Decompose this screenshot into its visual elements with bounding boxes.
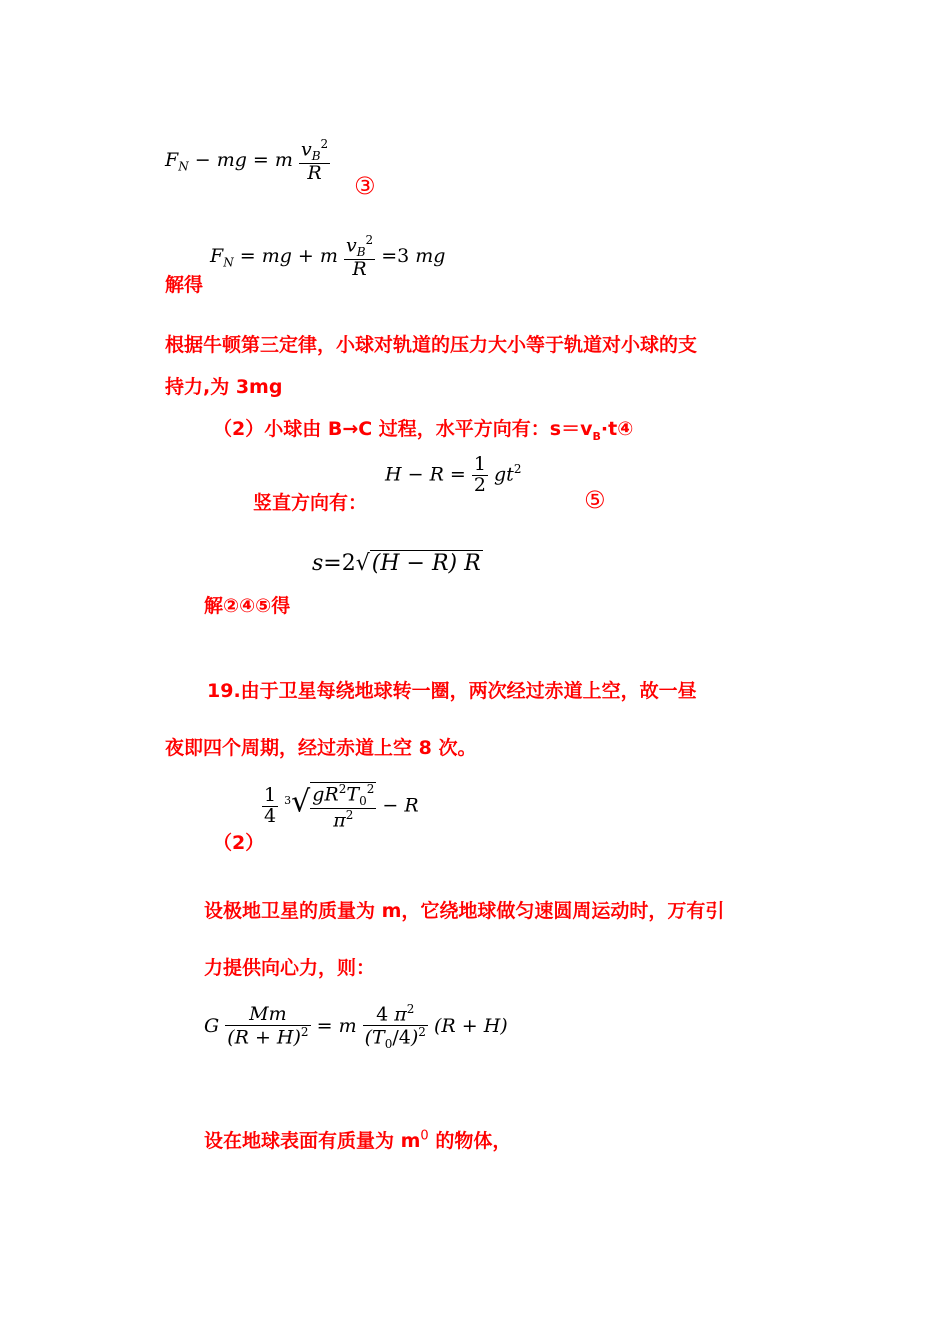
fraction-vb2-over-r-2: $\frac{v_B^2}{R}$ bbox=[345, 233, 374, 280]
solve-from-equations: 解②④⑤得 bbox=[204, 595, 291, 617]
q19-part2-label: （2） bbox=[213, 832, 265, 854]
fraction-4pi2-over-t0: $\frac{4 \pi^2}{(T_0/4)^2}$ bbox=[364, 1002, 426, 1052]
surface-subscript: 0 bbox=[420, 1128, 429, 1144]
equation-orbit-height: $\frac{1}{4}$ $^3$√ $\frac{gR^2T_0^2}{\pi^2}$ − R bbox=[264, 782, 419, 832]
fraction-one-half: $\frac{1}{2}$ bbox=[473, 453, 486, 496]
surface-text-b: 的物体， bbox=[428, 1130, 512, 1152]
part2-subscript: B bbox=[592, 429, 601, 443]
satellite-line1: 设极地卫星的质量为 m，它绕地球做匀速圆周运动时，万有引 bbox=[204, 900, 725, 922]
surface-text-a: 设在地球表面有质量为 m bbox=[204, 1130, 421, 1152]
equation-marker-3: ③ bbox=[354, 172, 376, 200]
part2-text-b: ·t④ bbox=[600, 418, 634, 440]
newton-third-law-line2: 持力,为 3mg bbox=[165, 376, 283, 398]
vertical-label: 竖直方向有： bbox=[253, 492, 368, 514]
fraction-vb2-over-r: $\frac{v_B^2}{R}$ bbox=[300, 137, 329, 184]
equation-normal-force: $F_N$ = mg + m $\frac{v_B^2}{R}$ =3 mg bbox=[210, 233, 446, 280]
q19-line1: 19.由于卫星每绕地球转一圈，两次经过赤道上空，故一昼 bbox=[207, 680, 697, 702]
newton-third-law-line1: 根据牛顿第三定律，小球对轨道的压力大小等于轨道对小球的支 bbox=[165, 334, 698, 356]
equation-marker-5: ⑤ bbox=[584, 486, 606, 514]
part2-horizontal bbox=[213, 414, 633, 443]
equation-vertical-fall: H − R = $\frac{1}{2}$ $gt^2$ bbox=[385, 453, 522, 496]
fraction-gr2t02-over-pi2: $\frac{gR^2T_0^2}{\pi^2}$ bbox=[312, 782, 375, 832]
equation-distance: s=2√(H − R) R bbox=[312, 551, 481, 576]
q19-line2: 夜即四个周期，经过赤道上空 8 次。 bbox=[165, 737, 477, 759]
surface-mass-line bbox=[204, 1126, 511, 1153]
equation-gravitation: G $\frac{Mm}{(R + H)^2}$ = m $\frac{4 \pi^2}{(T_0/4)^2}$ (R + H) bbox=[204, 1002, 508, 1052]
fraction-mm-over-rh2: $\frac{Mm}{(R + H)^2}$ bbox=[227, 1003, 309, 1049]
fraction-one-quarter: $\frac{1}{4}$ bbox=[264, 784, 277, 827]
solve-label: 解得 bbox=[165, 274, 204, 296]
satellite-line2: 力提供向心力，则： bbox=[204, 957, 376, 979]
part2-text-a: （2）小球由 B→C 过程，水平方向有：s＝v bbox=[213, 418, 593, 440]
equation-newton-second-law: $F_N$ − mg = m $\frac{v_B^2}{R}$ bbox=[165, 137, 329, 184]
